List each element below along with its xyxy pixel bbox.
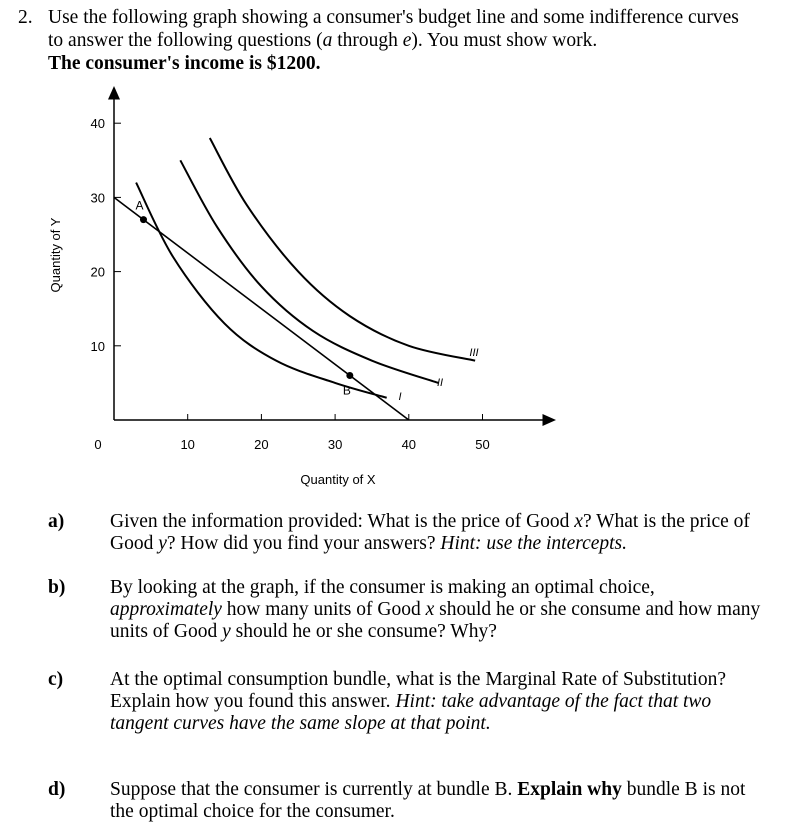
question-text-run: should he or she consume and how many units of Good	[110, 599, 761, 642]
indifference-curve-iii	[210, 138, 475, 361]
curve-label-ii: II	[436, 377, 444, 389]
question-text	[110, 511, 770, 555]
question-text-run: y	[222, 621, 231, 642]
income-statement: The consumer's income is $1200.	[48, 53, 321, 74]
intro-line-1: Use the following graph showing a consumer's budget line and some indifference curves	[48, 7, 739, 28]
question-text-run: x	[425, 599, 435, 620]
x-tick-label: 40	[401, 437, 417, 452]
intro-line-2: to answer the following questions (a through e). You must show work.	[48, 30, 598, 51]
indifference-curve-ii	[180, 160, 438, 383]
x-tick-label: 0	[94, 437, 102, 452]
x-tick-label: 10	[180, 437, 195, 452]
x-tick-label: 30	[327, 437, 343, 452]
question-text-run: how many units of Good	[221, 599, 426, 620]
x-tick-label: 50	[475, 437, 490, 452]
y-tick-label: 10	[90, 338, 105, 354]
question-text-run: By looking at the graph, if the consumer is making an optimal choice,	[110, 577, 655, 598]
problem-number: 2.	[18, 7, 33, 28]
question-text-run: At the optimal consumption bundle, what is the Marginal Rate of Substitution? Explain how you found this answer.	[110, 669, 726, 712]
question-text	[110, 669, 770, 735]
point-b	[346, 372, 353, 379]
question-text-run: Hint: use the intercepts.	[440, 533, 628, 554]
question-text-run: Suppose that the consumer is currently at bundle B.	[110, 779, 518, 800]
x-axis-label: Quantity of X	[300, 472, 376, 487]
question-label: b)	[48, 577, 66, 598]
question-label: c)	[48, 669, 64, 690]
question-text-run: Explain why	[517, 779, 622, 800]
question-text	[110, 779, 770, 823]
question-text-run: x	[574, 511, 583, 532]
question-text-run: Hint: take advantage of the fact that two tangent curves have the same slope at that point.	[110, 691, 712, 734]
question-text-run: should he or she consume? Why?	[230, 621, 497, 642]
question-text-run: ? What is the price of Good	[110, 511, 750, 554]
point-label-a: A	[135, 198, 144, 213]
indifference-curve-i	[136, 183, 387, 398]
curve-label-iii: III	[469, 347, 479, 359]
question-text-run: bundle B is not the optimal choice for the consumer.	[110, 779, 746, 822]
curve-label-i: I	[398, 391, 402, 403]
y-tick-label: 40	[90, 116, 105, 132]
y-tick-label: 20	[90, 264, 105, 280]
x-tick-label: 20	[254, 437, 269, 452]
question-text-run: y	[158, 533, 167, 554]
question-label: d)	[48, 779, 66, 800]
question-text-run: Given the information provided: What is the price of Good	[110, 511, 575, 532]
point-a	[140, 216, 147, 223]
question-label: a)	[48, 511, 65, 532]
question-text-run: ? How did you find your answers?	[166, 533, 441, 554]
point-label-b: B	[342, 383, 351, 398]
question-text-run: approximately	[110, 599, 222, 620]
y-tick-label: 30	[90, 190, 105, 206]
question-text	[110, 577, 770, 643]
y-axis-label: Quantity of Y	[48, 217, 63, 293]
